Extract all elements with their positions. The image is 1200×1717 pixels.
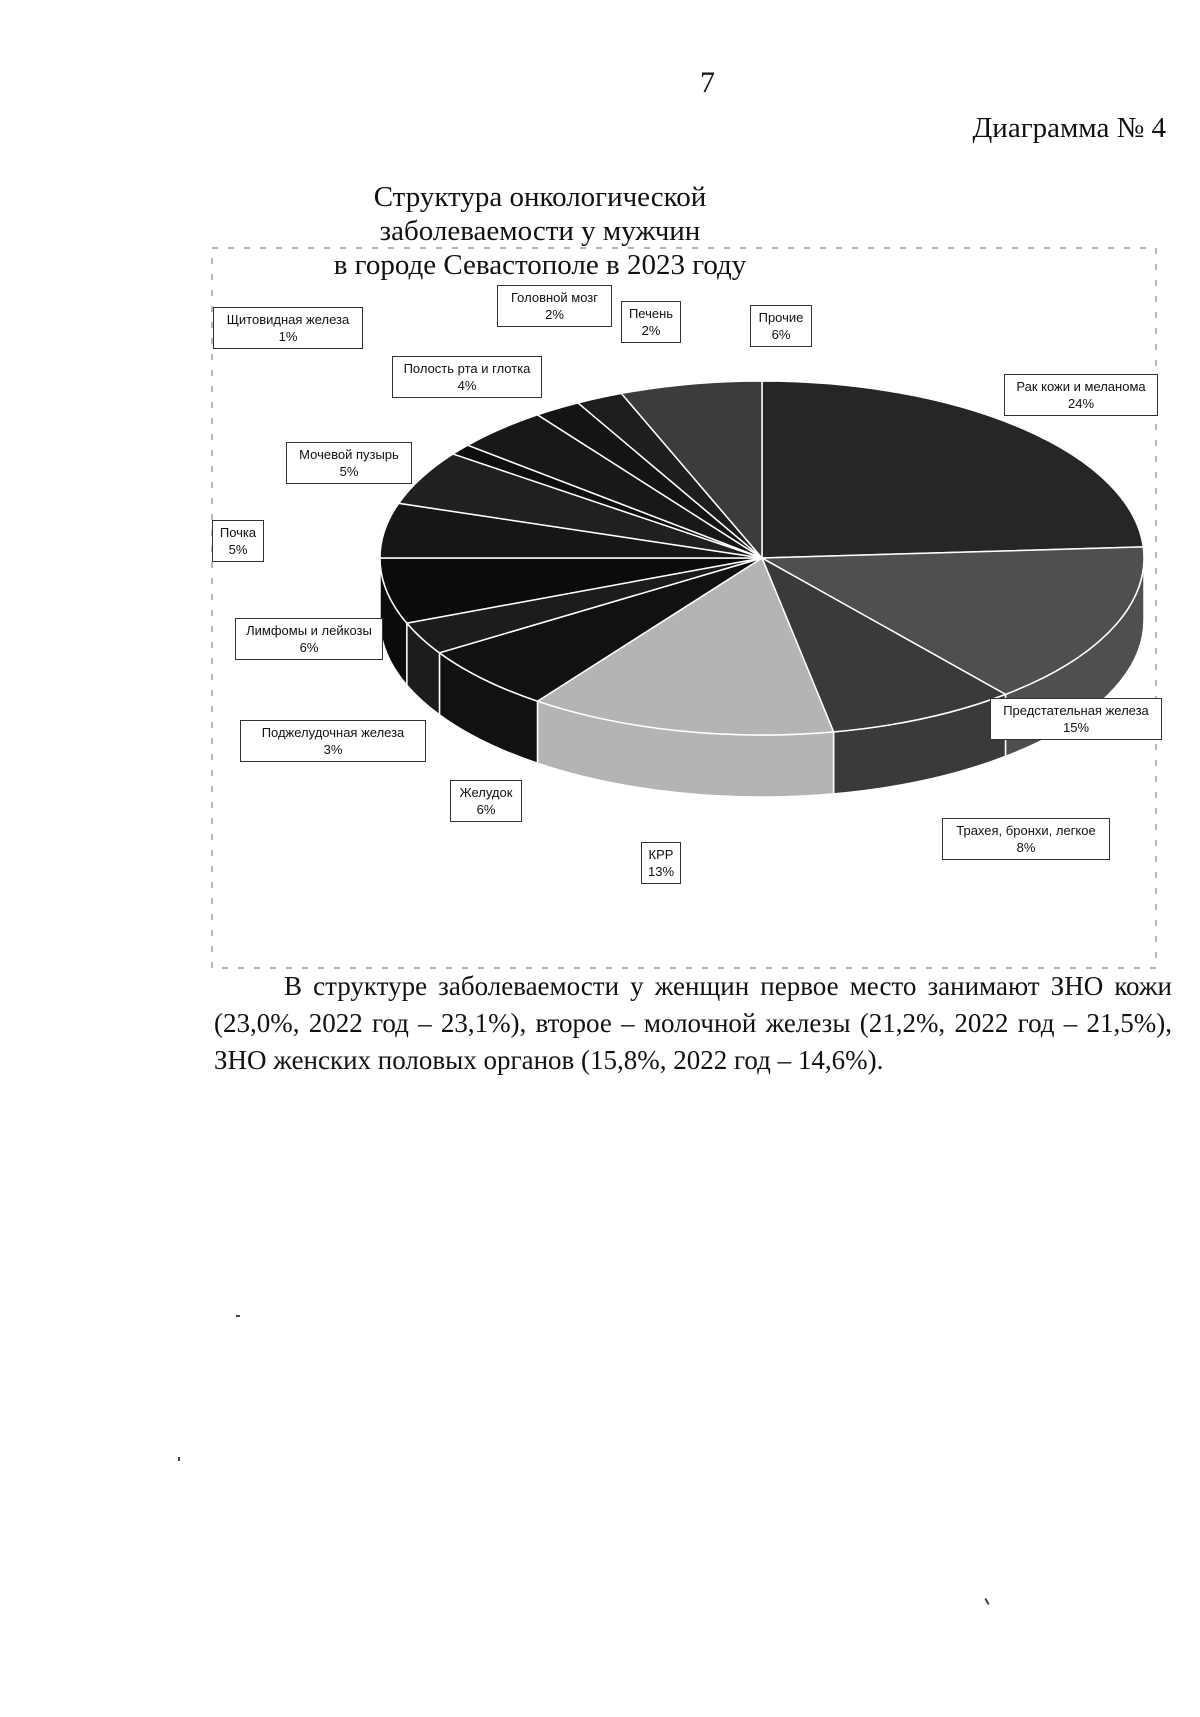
slice-label: Предстательная железа [1003, 703, 1149, 718]
chart-title-line-2: в городе Севастополе в 2023 году [333, 249, 747, 281]
slice-label: КРР [648, 847, 674, 862]
slice-value-label: 2% [641, 323, 661, 338]
slice-label: Трахея, бронхи, легкое [956, 823, 1096, 838]
slice-label: Прочие [758, 310, 804, 325]
slice-callout [497, 285, 612, 327]
slice-label: Желудок [459, 785, 513, 800]
slice-label: Почка [219, 525, 257, 540]
slice-value-label: 6% [476, 802, 496, 817]
slice-callout [750, 305, 812, 347]
slice-value-label: 6% [771, 327, 791, 342]
scan-mark [984, 1598, 989, 1605]
slice-label: Мочевой пузырь [299, 447, 399, 462]
slice-value-label: 5% [339, 464, 359, 479]
slice-callout [621, 301, 681, 343]
slice-label: Полость рта и глотка [403, 361, 531, 376]
slice-label: Печень [628, 306, 674, 321]
scan-mark [178, 1457, 180, 1461]
slice-value-label: 1% [278, 329, 298, 344]
slice-value-label: 24% [1067, 396, 1095, 411]
slice-callout [392, 356, 542, 398]
slice-value-label: 8% [1016, 840, 1036, 855]
body-paragraph: В структуре заболеваемости у женщин первое место занимают ЗНО кожи (23,0%, 2022 год – 23,1%), второе – молочной железы (21,2%, 2022 год – 21,5%), ЗНО женских половых органов (15,8%, 2022 год – 14,6%). [214, 971, 1172, 1075]
slice-callout [1004, 374, 1158, 416]
slice-value-label: 3% [323, 742, 343, 757]
slice-value-label: 5% [228, 542, 248, 557]
slice-callout [235, 618, 383, 660]
slice-label: Головной мозг [511, 290, 598, 305]
slice-label: Поджелудочная железа [261, 725, 405, 740]
slice-callout [286, 442, 412, 484]
slice-callout [990, 698, 1162, 740]
slice-callout [212, 520, 264, 562]
slice-value-label: 6% [299, 640, 319, 655]
pie-tops [380, 381, 1144, 735]
slice-value-label: 2% [545, 307, 564, 322]
slice-callout [641, 842, 681, 884]
scan-mark [236, 1315, 240, 1317]
page-number: 7 [700, 66, 715, 99]
slice-value-label: 4% [457, 378, 477, 393]
diagram-label: Диаграмма № 4 [972, 112, 1166, 144]
slice-callout [450, 780, 522, 822]
slice-value-label: 13% [648, 864, 675, 879]
slice-label: Рак кожи и меланома [1016, 379, 1146, 394]
slice-label: Лимфомы и лейкозы [246, 623, 372, 638]
slice-value-label: 15% [1062, 720, 1090, 735]
slice-callout [942, 818, 1110, 860]
slice-callout [240, 720, 426, 762]
slice-callout [213, 307, 363, 349]
chart-title-line-1: Структура онкологической заболеваемости у мужчин [373, 181, 707, 247]
slice-label: Щитовидная железа [226, 312, 350, 327]
